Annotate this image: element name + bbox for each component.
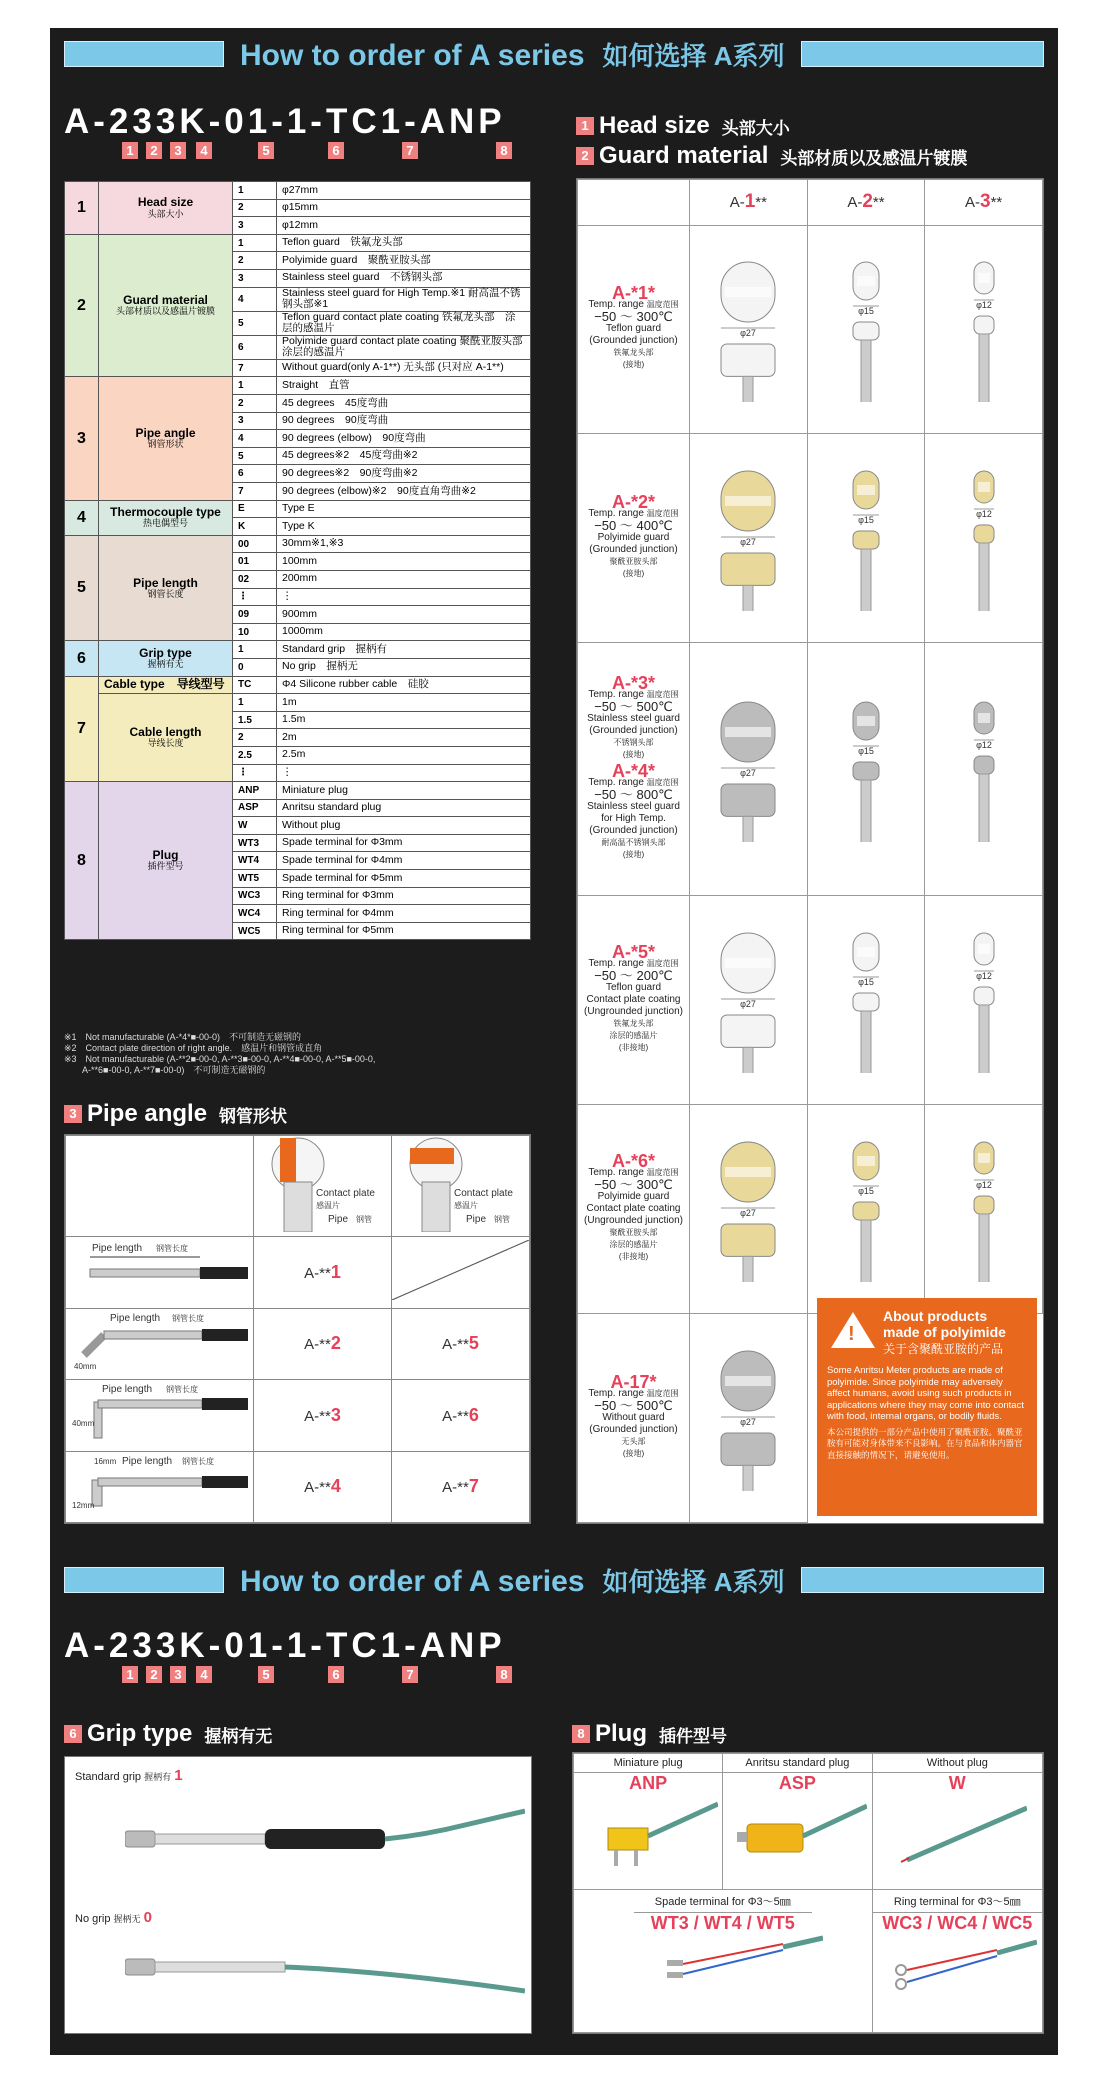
- spec-desc: Without plug: [277, 817, 531, 835]
- spec-group-number: 2: [65, 234, 99, 377]
- svg-text:Pipe: Pipe: [327, 1214, 348, 1225]
- guard-row-info: A-*3* Temp. range 温度范围 −50 ～ 500℃ Stainless steel guard (Grounded junction) 不锈钢头部 (接地): [587, 673, 680, 760]
- marker-4: 4: [196, 142, 212, 159]
- probe-head-image: [934, 923, 1034, 1073]
- spec-desc: Anritsu standard plug: [277, 799, 531, 817]
- spec-desc: No grip 握柄无: [277, 658, 531, 676]
- spec-desc: Ring terminal for Φ3mm: [277, 887, 531, 905]
- spec-desc: 45 degrees※2 45度弯曲※2: [277, 447, 531, 465]
- spec-group-name: Head size 头部大小: [99, 182, 233, 235]
- probe-head-image: [698, 923, 798, 1073]
- spec-desc: Spade terminal for Φ3mm: [277, 834, 531, 852]
- pa-blank-cell: [66, 1136, 254, 1237]
- grip-type-box: [64, 1756, 532, 2034]
- pa-90deg-illustration: [66, 1380, 254, 1452]
- spec-desc: 45 degrees 45度弯曲: [277, 395, 531, 413]
- spec-desc: 90 degrees (elbow) 90度弯曲: [277, 430, 531, 448]
- guard-row-info: A-17* Temp. range 温度范围 −50 ～ 500℃ Without guard (Grounded junction) 无头部 (接地): [588, 1372, 679, 1459]
- spec-code: 1: [233, 641, 277, 659]
- svg-text:Pipe length: Pipe length: [121, 1455, 172, 1467]
- spec-code: 1: [233, 234, 277, 252]
- spec-code: K: [233, 518, 277, 536]
- warning-title: About products made of polyimide 关于含聚酰亚胺的产品: [883, 1308, 1006, 1356]
- top-banner: [64, 38, 1044, 70]
- spec-code: 4: [233, 430, 277, 448]
- spec-code: 3: [233, 217, 277, 235]
- svg-text:钢管长度: 钢管长度: [165, 1385, 198, 1395]
- spec-desc: Teflon guard 铁氟龙头部: [277, 234, 531, 252]
- spec-desc: 2.5m: [277, 746, 531, 764]
- marker-2: 2: [146, 142, 162, 159]
- spec-code: ASP: [233, 799, 277, 817]
- svg-text:φ12: φ12: [975, 970, 992, 981]
- probe-head-image: [698, 692, 798, 842]
- svg-text:钢管: 钢管: [355, 1215, 372, 1224]
- guard-row-info: A-*4* Temp. range 温度范围 −50 ～ 800℃ Stainless steel guard for High Temp. (Grounded junction) 耐高温不锈钢头部 (接地): [587, 761, 680, 860]
- svg-text:φ12: φ12: [975, 299, 992, 310]
- spec-group-number: 8: [65, 782, 99, 940]
- svg-text:Pipe length: Pipe length: [101, 1384, 152, 1396]
- guard-row: [578, 434, 1043, 643]
- spec-code: 01: [233, 553, 277, 571]
- svg-text:钢管: 钢管: [493, 1215, 510, 1224]
- spec-code: 09: [233, 606, 277, 624]
- spec-group-number: 3: [65, 377, 99, 500]
- spec-table: [64, 181, 531, 940]
- spec-desc: Stainless steel guard 不锈钢头部: [277, 269, 531, 287]
- pa-diagonal-cell: [392, 1237, 530, 1309]
- spec-desc: Standard grip 握柄有: [277, 641, 531, 659]
- spec-desc: Teflon guard contact plate coating 铁氟龙头部 涂层的感温片: [277, 311, 531, 335]
- spec-group-number: 6: [65, 641, 99, 676]
- spec-row: [65, 500, 531, 518]
- guard-row: [578, 1105, 1043, 1314]
- spec-row: [65, 782, 531, 800]
- marker-6b: 6: [328, 1666, 344, 1683]
- catalog-sheet: [50, 28, 1058, 2055]
- spec-code: 3: [233, 269, 277, 287]
- spec-code: WT3: [233, 834, 277, 852]
- probe-head-image: [698, 252, 798, 402]
- svg-text:φ27: φ27: [740, 536, 757, 547]
- svg-text:钢管长度: 钢管长度: [171, 1313, 204, 1323]
- banner-title: How to order of A series 如何选择 A系列: [240, 38, 785, 72]
- anritsu-standard-plug-icon: [727, 1794, 867, 1874]
- spec-desc: 200mm: [277, 570, 531, 588]
- guard-row: [578, 643, 1043, 896]
- marker-2b: 2: [146, 1666, 162, 1683]
- note-2: ※2 Contact plate direction of right angle. 感温片和钢管成直角: [64, 1043, 323, 1053]
- spec-code: 2.5: [233, 746, 277, 764]
- spec-desc: Type K: [277, 518, 531, 536]
- footnotes: [64, 1032, 531, 1076]
- spec-desc: 2m: [277, 729, 531, 747]
- spec-desc: φ27mm: [277, 182, 531, 200]
- svg-text:φ12: φ12: [975, 739, 992, 750]
- gm-head-2: A-2**: [807, 180, 925, 226]
- spec-code: 1: [233, 182, 277, 200]
- gm-head-1: A-1**: [690, 180, 808, 226]
- spec-desc: Stainless steel guard for High Temp.※1 耐高温不锈钢头部※1: [277, 287, 531, 311]
- probe-head-image: [698, 1132, 798, 1282]
- gm-head-3: A-3**: [925, 180, 1043, 226]
- svg-text:钢管长度: 钢管长度: [181, 1456, 214, 1466]
- guard-row-info: A-*2* Temp. range 温度范围 −50 ～ 400℃ Polyimide guard (Grounded junction) 聚酰亚胺头部 (接地): [588, 492, 679, 579]
- svg-text:感温片: 感温片: [453, 1201, 478, 1210]
- ring-terminal-icon: [877, 1934, 1037, 2014]
- spec-code: 6: [233, 465, 277, 483]
- spec-group-number: 1: [65, 182, 99, 235]
- spec-code: 0: [233, 658, 277, 676]
- spec-desc: φ12mm: [277, 217, 531, 235]
- plug-heading: 8 Plug 插件型号: [572, 1720, 727, 1748]
- plug-box: [572, 1752, 1044, 2034]
- standard-grip-label: Standard grip 握柄有 1: [75, 1767, 183, 1784]
- pa-row-1: Pipe length 钢管长度 A-**1: [66, 1237, 530, 1309]
- spec-code: WC3: [233, 887, 277, 905]
- svg-text:Pipe: Pipe: [465, 1214, 486, 1225]
- no-grip-label: No grip 握柄无 0: [75, 1909, 152, 1926]
- svg-text:φ15: φ15: [858, 976, 874, 987]
- svg-text:Contact plate: Contact plate: [453, 1188, 513, 1199]
- spec-row: [65, 694, 531, 712]
- spec-code: 5: [233, 311, 277, 335]
- spec-desc: Miniature plug: [277, 782, 531, 800]
- spec-code: 1: [233, 377, 277, 395]
- spec-desc: Straight 直管: [277, 377, 531, 395]
- spec-code: WT5: [233, 870, 277, 888]
- spec-code: 10: [233, 623, 277, 641]
- spec-row: [65, 234, 531, 252]
- pa-contact-right: [392, 1136, 530, 1237]
- marker-7b: 7: [402, 1666, 418, 1683]
- svg-text:φ12: φ12: [975, 1179, 992, 1190]
- spec-desc: ⋮: [277, 588, 531, 606]
- marker-6: 6: [328, 142, 344, 159]
- order-code-2: A-233K-01-1-TC1-ANP: [64, 1626, 506, 1665]
- spec-code: 7: [233, 483, 277, 501]
- pa-contact-straight: [254, 1136, 392, 1237]
- svg-text:φ15: φ15: [858, 1185, 874, 1196]
- spec-code: W: [233, 817, 277, 835]
- gm-corner: [578, 180, 690, 226]
- spec-desc: Spade terminal for Φ5mm: [277, 870, 531, 888]
- spec-desc: Ring terminal for Φ5mm: [277, 922, 531, 940]
- marker-7: 7: [402, 142, 418, 159]
- bottom-banner: [64, 1564, 1044, 1596]
- marker-1: 1: [122, 142, 138, 159]
- spec-desc: 1.5m: [277, 711, 531, 729]
- banner-bar-left: [64, 41, 224, 67]
- contact-plate-right-illustration: [396, 1136, 526, 1232]
- spec-row: [65, 535, 531, 553]
- svg-text:16mm: 16mm: [93, 1456, 116, 1466]
- spec-code: 1: [233, 694, 277, 712]
- spec-desc: 90 degrees※2 90度弯曲※2: [277, 465, 531, 483]
- note-3: ※3 Not manufacturable (A-**2■-00-0, A-**3■-00-0, A-**4■-00-0, A-**5■-00-0,: [64, 1054, 376, 1064]
- plug-asp: Anritsu standard plug ASP: [723, 1754, 872, 1890]
- spec-code: ⋮: [233, 764, 277, 782]
- warning-body-cn: 本公司提供的一部分产品中使用了聚酰亚胺。聚酰亚胺有可能对身体带来不良影响。在与食品和体内器官直接接触的情况下，请避免使用。: [827, 1426, 1023, 1460]
- probe-head-image: [934, 252, 1034, 402]
- probe-head-image: [816, 461, 916, 611]
- spec-code: E: [233, 500, 277, 518]
- probe-head-image: [698, 1341, 798, 1491]
- spec-desc: 90 degrees 90度弯曲: [277, 412, 531, 430]
- marker-1b: 1: [122, 1666, 138, 1683]
- marker-8b: 8: [496, 1666, 512, 1683]
- spec-row: [65, 377, 531, 395]
- svg-text:12mm: 12mm: [71, 1500, 94, 1510]
- svg-text:φ15: φ15: [858, 305, 874, 316]
- spec-desc: 90 degrees (elbow)※2 90度直角弯曲※2: [277, 483, 531, 501]
- grip-type-heading: 6 Grip type 握柄有无: [64, 1720, 272, 1748]
- svg-text:Contact plate: Contact plate: [315, 1188, 375, 1199]
- plug-w: Without plug W: [872, 1754, 1042, 1890]
- spec-code: 7: [233, 359, 277, 377]
- spec-code: 2: [233, 729, 277, 747]
- guard-material-heading: 2 Guard material 头部材质以及感温片镀膜: [576, 142, 967, 170]
- pipe-angle-table: [64, 1134, 531, 1524]
- spec-code: 5: [233, 447, 277, 465]
- spec-desc: Type E: [277, 500, 531, 518]
- plug-spade: Spade terminal for Φ3～5㎜ WT3 / WT4 / WT5: [574, 1890, 873, 2033]
- spec-code: ANP: [233, 782, 277, 800]
- svg-text:φ27: φ27: [740, 327, 757, 338]
- svg-text:感温片: 感温片: [315, 1201, 340, 1210]
- spec-code: 6: [233, 335, 277, 359]
- spec-desc: φ15mm: [277, 199, 531, 217]
- warning-body: Some Anritsu Meter products are made of polyimide. Since polyimide may adversely affect humans, avoid using such products in applications where they may come into contact with food, internal organs, or bodily fluids.: [827, 1365, 1024, 1422]
- spec-code: 2: [233, 199, 277, 217]
- banner-title-2: How to order of A series 如何选择 A系列: [240, 1564, 785, 1598]
- miniature-plug-icon: [578, 1794, 718, 1874]
- note-3b: A-**6■-00-0, A-**7■-00-0) 不可制造无磁钢的: [64, 1065, 266, 1075]
- spec-code: 00: [233, 535, 277, 553]
- svg-text:φ27: φ27: [740, 1207, 757, 1218]
- spec-desc: ⋮: [277, 764, 531, 782]
- polyimide-warning: ! About products made of polyimide 关于含聚酰亚胺的产品 Some Anritsu Meter products are made of polyimide. Since polyimide may adversely affect humans, avoid using such products in applications where they may come into contact with food, internal organs, or bodily fluids. 本公司提供的一部分产品中使用了聚酰亚胺。聚酰亚胺有可能对身体带来不良影响。在与食品和体内器官直接接触的情况下，请避免使用。: [817, 1298, 1037, 1516]
- svg-text:φ27: φ27: [740, 767, 757, 778]
- probe-head-image: [934, 692, 1034, 842]
- svg-text:40mm: 40mm: [71, 1419, 94, 1429]
- guard-row-info: A-*5* Temp. range 温度范围 −50 ～ 200℃ Teflon guard Contact plate coating (Ungrounded junction) 铁氟龙头部 涂层的感温片 (非接地): [584, 942, 683, 1053]
- spec-group-name: Thermocouple type 热电偶型号: [99, 500, 233, 535]
- spade-terminal-icon: [623, 1934, 823, 2014]
- spec-desc: Ring terminal for Φ4mm: [277, 905, 531, 923]
- marker-3b: 3: [170, 1666, 186, 1683]
- plug-anp: Miniature plug ANP: [574, 1754, 723, 1890]
- standard-grip-illustration: [125, 1805, 525, 1875]
- marker-4b: 4: [196, 1666, 212, 1683]
- pa-straight-illustration: [66, 1237, 254, 1309]
- spec-desc: 1m: [277, 694, 531, 712]
- spec-group-name: Guard material 头部材质以及感温片镀膜: [99, 234, 233, 377]
- spec-group-name: Plug 插件型号: [99, 782, 233, 940]
- spec-code: 1.5: [233, 711, 277, 729]
- pa-row-4: 16mm Pipe length 钢管长度 12mm A-**4 A-**7: [66, 1451, 530, 1523]
- svg-text:Pipe length: Pipe length: [91, 1243, 142, 1255]
- svg-text:φ12: φ12: [975, 508, 992, 519]
- no-grip-illustration: [125, 1941, 525, 2001]
- banner-bar-right-2: [801, 1567, 1044, 1593]
- spec-code: 4: [233, 287, 277, 311]
- probe-head-image: [816, 1132, 916, 1282]
- spec-desc: 900mm: [277, 606, 531, 624]
- pa-row-3: Pipe length 钢管长度 40mm A-**3 A-**6: [66, 1380, 530, 1452]
- spec-desc: 100mm: [277, 553, 531, 571]
- svg-text:φ15: φ15: [858, 514, 874, 525]
- svg-text:40mm: 40mm: [73, 1361, 96, 1371]
- spec-desc: Polyimide guard 聚酰亚胺头部: [277, 252, 531, 270]
- guard-row-info: A-*6* Temp. range 温度范围 −50 ～ 300℃ Polyimide guard Contact plate coating (Ungrounded junction) 聚酰亚胺头部 涂层的感温片 (非接地): [584, 1151, 683, 1262]
- spec-row-cable-type: 7 Cable type 导线型号 TC Φ4 Silicone rubber cable 硅胶: [65, 676, 531, 694]
- svg-text:Pipe length: Pipe length: [109, 1312, 160, 1324]
- spec-desc: Spade terminal for Φ4mm: [277, 852, 531, 870]
- probe-head-image: [816, 252, 916, 402]
- guard-row-info: A-*1* Temp. range 温度范围 −50 ～ 300℃ Teflon guard (Grounded junction) 铁氟龙头部 (接地): [588, 283, 679, 370]
- spec-code: WC5: [233, 922, 277, 940]
- spec-group-name: Grip type 握柄有无: [99, 641, 233, 676]
- pa-row-2: Pipe length 钢管长度 40mm A-**2 A-**5: [66, 1308, 530, 1380]
- banner-bar-left-2: [64, 1567, 224, 1593]
- spec-desc: 1000mm: [277, 623, 531, 641]
- head-size-heading: 1 Head size 头部大小: [576, 112, 790, 140]
- spec-code: 2: [233, 252, 277, 270]
- spec-code: WC4: [233, 905, 277, 923]
- spec-code: 2: [233, 395, 277, 413]
- without-plug-icon: [887, 1794, 1027, 1874]
- contact-plate-straight-illustration: [258, 1136, 388, 1232]
- note-1: ※1 Not manufacturable (A-*4*■-00-0) 不可制造无磁钢的: [64, 1032, 302, 1042]
- marker-5b: 5: [258, 1666, 274, 1683]
- svg-text:φ27: φ27: [740, 1416, 757, 1427]
- spec-code: 02: [233, 570, 277, 588]
- probe-head-image: [816, 692, 916, 842]
- spec-group-name: Pipe angle 钢管形状: [99, 377, 233, 500]
- svg-text:φ15: φ15: [858, 745, 874, 756]
- plug-ring: Ring terminal for Φ3～5㎜ WC3 / WC4 / WC5: [872, 1890, 1042, 2033]
- svg-text:φ27: φ27: [740, 998, 757, 1009]
- probe-head-image: [934, 461, 1034, 611]
- spec-row: [65, 641, 531, 659]
- pa-45deg-illustration: [66, 1308, 254, 1380]
- order-code: A-233K-01-1-TC1-ANP: [64, 102, 506, 141]
- spec-row: [65, 182, 531, 200]
- spec-desc: Without guard(only A-1**) 无头部 (只对应 A-1**): [277, 359, 531, 377]
- marker-8: 8: [496, 142, 512, 159]
- probe-head-image: [934, 1132, 1034, 1282]
- probe-head-image: [816, 923, 916, 1073]
- spec-group-number: 5: [65, 535, 99, 641]
- pipe-angle-heading: 3 Pipe angle 钢管形状: [64, 1100, 287, 1128]
- spec-group-name: Cable length 导线长度: [99, 694, 233, 782]
- banner-bar-right: [801, 41, 1044, 67]
- guard-row: [578, 896, 1043, 1105]
- guard-row: [578, 225, 1043, 434]
- spec-code: 3: [233, 412, 277, 430]
- spec-code: WT4: [233, 852, 277, 870]
- marker-5: 5: [258, 142, 274, 159]
- spec-code: ⋮: [233, 588, 277, 606]
- spec-group-number: 4: [65, 500, 99, 535]
- spec-desc: Polyimide guard contact plate coating 聚酰亚胺头部 涂层的感温片: [277, 335, 531, 359]
- pa-elbow-illustration: [66, 1451, 254, 1523]
- spec-group-name: Pipe length 钢管长度: [99, 535, 233, 641]
- marker-3: 3: [170, 142, 186, 159]
- probe-head-image: [698, 461, 798, 611]
- spec-desc: 30mm※1,※3: [277, 535, 531, 553]
- svg-text:钢管长度: 钢管长度: [155, 1244, 188, 1254]
